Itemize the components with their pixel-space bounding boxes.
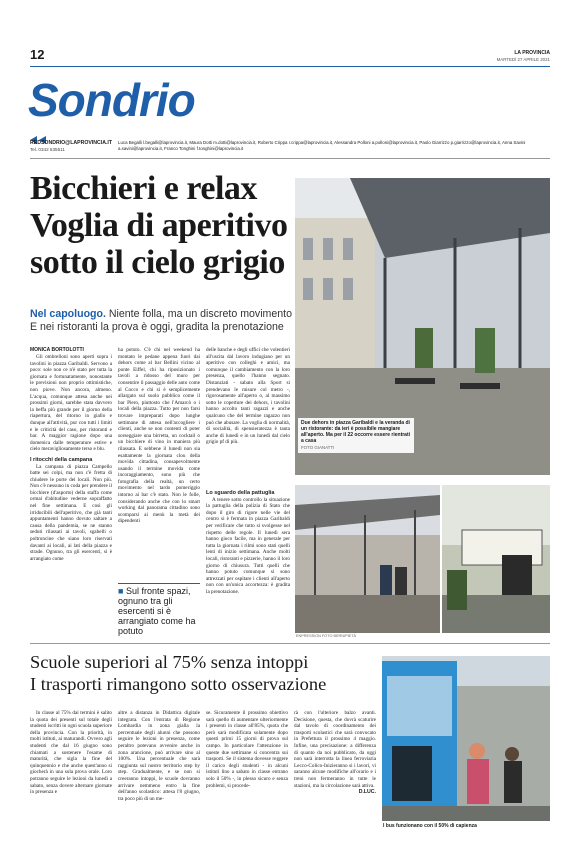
quote-mark-icon: ■: [118, 586, 124, 596]
section-title: Sondrio: [28, 74, 195, 126]
paragraph: se. Sicuramente il prossimo obiettivo sarà quello di aumentare ulteriormente i presenti in classe all'85%, quota che però sarà modificata solamente dopo questi primi 15 giorni di prova sul campo. In particolare l'attenzione in queste due settimane si concentra sui trasporti. Se il sistema dovesse reggere il carico degli studenti - in alcuni istituti lino a sabato in classe entrano solo il 50% -, in plesso sicuro e senza problemi, si procede-: [206, 710, 288, 789]
headline-line-3: sotto il cielo grigio: [30, 244, 285, 281]
paragraph: delle banche e degli uffici che volentieri all'uscita dal lavoro indugiano per un aperitivo con colleghi e amici, ma comunque il cambiamento con la loro presenza, quello l'hanno segnato. Distanziati - sabato alla Sport si prendevano le misure col metro -, rigorosamente all'aperto o, al massimo sotto le coperture dei dehors, i tavolini hanno accolto tanti ragazzi e anche qualcuno che del termine ragazzo non può che abusare. La voglia di normalità, di socialità, di spensieratezza è tanta anche di lunedì e in un lunedì dal cielo grigio pf di più.: [206, 347, 290, 446]
subheading: I ritocchi della campana: [30, 456, 93, 463]
paragraph: altre a distanza in Didattica digitale integrata. Con l'entrata di Regione Lombardia in zona gialla la percentuale degli alunni che possono seguire le lezioni in presenza, come peraltro potevano avvenire anche in zona arancione, può arrivare sino al 100%. Una percentuale che sarà raggiunta sul nostro territorio step by step. Gradualmente, e se non si creeranno intoppi, le scuole dovranno arrivare nemmeno entro la fine dell'anno scolastico: attesa l'8 giugno, tra poco più di un me-: [118, 710, 200, 802]
deck-text: Niente folla, ma un discreto movimento E nei ristoranti la prova è oggi, gradita la prenotazione: [30, 308, 293, 333]
page-number: 12: [30, 47, 45, 62]
caption-text: Due dehors in piazza Garibaldi e la veranda di un ristorante: da ieri è possibile mangiare all'aperto. Ma per il 22 occorre essere rientrati a casa: [301, 420, 411, 444]
paragraph: La campana di piazza Campello batte sei colpi, ma non c'è fretta di chiudere le porte dei locali. Non più. Non c'è nessuno in coda per prendere il bicchiere (d'asporto) della staffa come ormai d'abitudine vederne sopraffatto nel fine settimana. E così gli irriducibili dell'aperitivo, che già tanti appuntamenti hanno dovuto saltare a causa della pandemia, se ne stanno seduti rilassati ai tavoli, sgabelli o poltroncine che siano loro riservati davanti ai locali, ai lati della piazza e strade. Ognuno, tra gli esercenti, si è arrangiato come: [30, 463, 112, 562]
photo-credit-2: ENPRESSION FOTO BERNIPIETÀ: [296, 634, 357, 638]
article-divider: [30, 643, 550, 644]
photo-dehors-2: [442, 485, 550, 633]
article1-column-3b: [206, 490, 290, 626]
photo-bus: [382, 656, 550, 821]
headline-line-2: I trasporti rimangono sotto osservazione: [30, 674, 327, 694]
deck: [30, 308, 295, 334]
headline-line-1: Scuole superiori al 75% senza intoppi: [30, 652, 309, 672]
photo-caption: [298, 418, 414, 453]
paragraph: ha potuto. C'è chi nel weekend ha montato le pedane appena fuori dai dehors come al bar Bellini vicino al ponte Eiffel, chi ha riposizionato i tavoli a ridosso del muro per consentire il passaggio delle auto come al Cocco e chi si è semplicemente allargato sul suolo pubblico come il bar Piero, piuttosto che l'Amarcò o i locali della piazza. Tutto per non farsi trovare impreparati dopo lunghe settimane di attesa nell'accogliere i clienti, anche se non contenti di poter sorseggiare una birretta, un cocktail o un bicchiere di vino in maniera più rilassata. E sebbene il lunedì non sia esattamente la giornata clou della movida cittadina, consapevolmente usando il termine movida come incoraggiamento, sono più che fotografia della realtà, un certo movimento nel tardo pomeriggio intorno ai bar c'è stato. Non le folle, considerando anche che con lo smart working dal panorama cittadino sono scomparsi ai menù la metà dei dipendenti: [118, 347, 200, 525]
article2-column-2: [118, 710, 200, 835]
pull-quote-text: Sul fronte spazi, ognuno tra gli esercenti si è arrangiato come ha potuto: [118, 586, 196, 636]
pull-quote: [118, 583, 200, 636]
photo-dehors-1: [295, 485, 440, 633]
article2-headline: [30, 651, 375, 695]
kicker: Nel capoluogo.: [30, 308, 106, 320]
paragraph: rà con l'ulteriore balzo avanti. Decisione, questa, che dovrà scaturire dal tavolo di coordinamento dei trasporti scolastici che sarà convocato in Prefettura il prossimo 4 maggio. Infine, una precisazione: a differenza di quanto da noi pubblicato, da oggi non sarà interrotta la linea ferroviaria Lecco-Colico-Inizieranno si i lavori, vi saranno alcune modifiche all'orario e i treni non fermeranno in tutte le stazioni, ma la circolazione sarà attiva.: [294, 710, 376, 789]
envelope-icon: [30, 131, 48, 139]
top-rule: [30, 66, 550, 67]
article2-column-1: [30, 710, 112, 835]
signature: D.LUC.: [358, 789, 376, 796]
staff-list: Luca Begalli l.begalli@laprovincia.it, Maura Dotti m.dotti@laprovincia.it, Roberto Crippa r.crippa@laprovincia.it, Alessandra Polloni a.polloni@laprovincia.it, Paolo Giarrizzo p.giarrizzo@laprovincia.it, Anna Savini a.savini@laprovincia.it, Franco Tonghini f.tonghini@laprovincia.it: [118, 140, 526, 152]
article1-column-1: [30, 354, 112, 608]
main-headline: [30, 170, 295, 281]
header-rule: [30, 158, 550, 159]
paragraph: In classe al 75% dai termini è salito la quota dei presenti sul totale degli studenti iscritti in ogni scuola superiore della provincia. Con la priorità, in molti istituti, ai maturandi. Ovvero agli studenti che dal 16 giugno sono chiamati a sostenere l'esame di maturità, che sigla la fine del quinquennio e che anche quest'anno si giocherà in una sola prova orale. Loro potranno seguire le lezioni da lunedì a sabato, senza dovere alternare giornate in presenza e: [30, 710, 112, 796]
article2-column-3: [206, 710, 288, 835]
page-date: MARTEDÌ 27 APRILE 2021: [496, 57, 550, 62]
headline-line-2: Voglia di aperitivo: [30, 207, 288, 244]
article1-column-3: [206, 347, 290, 497]
byline: MONICA BORTOLOTTI: [30, 347, 84, 353]
section-phone: Tel. 0342 535511: [30, 147, 65, 152]
paper-name: LA PROVINCIA: [514, 50, 550, 56]
subheading: Lo sguardo della pattuglia: [206, 490, 275, 496]
article2-column-4: [294, 710, 376, 835]
photo-credit: FOTO GIANATTI: [301, 445, 335, 450]
article1-column-2: [118, 347, 200, 581]
headline-line-1: Bicchieri e relax: [30, 170, 257, 207]
paragraph: Gli ombrelloni sono aperti sopra i tavolini in piazza Garibaldi. Servono a poco: sole non ce n'è stato per tutta la giornata e fortunatamente, nonostante le previsioni non proprio ottimistiche, non piove. Non ancora, almeno. L'acqua, comunque attesa anche nei prossimi giorni, sarebbe stata davvero la beffa più grande per il giorno della riapertura, del ritorno in giallo e dunque all'attività, pur con tutti i limiti e le criticità del caso, per ristoranti e bar. A maggior ragione dopo una domenica dalle temperature estive e cielo meravigliosamente terso e blu.: [30, 354, 112, 453]
bus-caption: I bus funzionano con il 50% di capienza: [383, 823, 477, 829]
section-email[interactable]: REDSONDRIO@LAPROVINCIA.IT: [30, 140, 113, 146]
paragraph: A tenere sotto controllo la situazione la pattuglia della polizia di Stato che dopo il giro di rigore nelle vie del centro si è fermata in piazza Garibaldi per verificare che tutto si svolgesse nel rispetto delle regole. Il lunedì sera hanno gioco facile, ma in generale per tutta la giornata i rilmi sono stati quelli lenti di inizio settimana. Anche molti locali, ristoranti e pizzerie, hanno il loro giorno di chiusura. Tutti quelli che hanno potuto comunque si sono attrezzati per ospitare i clienti all'aperto non con un'unica accortezza: è gradita la prenotazione.: [206, 496, 290, 595]
